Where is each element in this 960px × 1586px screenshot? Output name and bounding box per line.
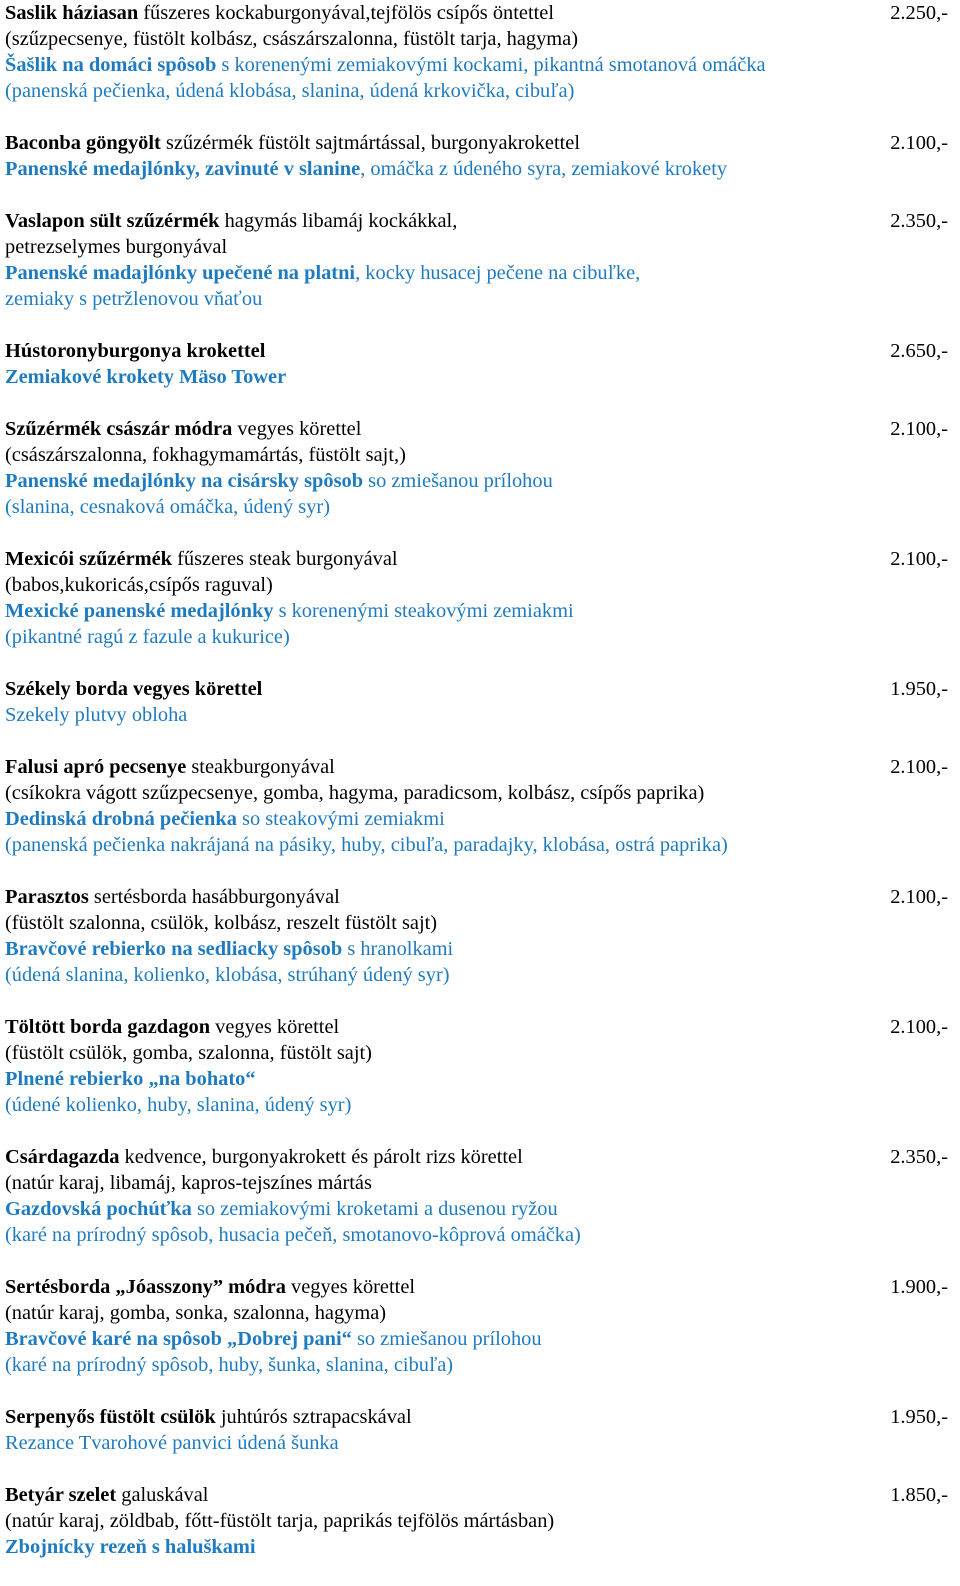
dish-price: 1.900,- xyxy=(890,1276,948,1298)
dish-description: s korenenými zemiakovými kockami, pikantná smotanová omáčka xyxy=(216,54,766,76)
dish-description: (füstölt szalonna, csülök, kolbász, reszelt füstölt sajt) xyxy=(5,912,438,934)
dish-line-slovak xyxy=(5,1066,948,1092)
dish-line-hungarian xyxy=(5,1274,948,1300)
dish-name: Bravčové rebierko na sedliacky spôsob xyxy=(5,938,343,960)
dish-description: s korenenými steakovými zemiakmi xyxy=(273,600,574,622)
dish-line-slovak xyxy=(5,52,948,78)
dish-description: s hranolkami xyxy=(342,938,454,960)
dish-line-hungarian xyxy=(5,1482,948,1508)
dish-line-slovak xyxy=(5,936,948,962)
dish-line-hungarian xyxy=(5,1508,948,1534)
dish-line-hungarian xyxy=(5,338,948,364)
dish-description: hagymás libamáj kockákkal, xyxy=(219,210,458,232)
dish-description: (údená slanina, kolienko, klobása, strúhaný údený syr) xyxy=(5,964,450,986)
dish-name: Parasztos xyxy=(5,886,89,908)
dish-description: (údené kolienko, huby, slanina, údený syr) xyxy=(5,1094,352,1116)
dish-description: steakburgonyával xyxy=(186,756,335,778)
dish-name: Panenské medajlónky, zavinuté v slanine xyxy=(5,158,361,180)
dish-name: Šašlik na domáci spôsob xyxy=(5,54,217,76)
dish-line-slovak xyxy=(5,286,948,312)
dish-line-hungarian xyxy=(5,546,948,572)
dish-price: 1.950,- xyxy=(890,678,948,700)
dish-line-hungarian xyxy=(5,780,948,806)
dish-name: Betyár szelet xyxy=(5,1484,117,1506)
dish-line-hungarian xyxy=(5,26,948,52)
dish-price: 1.950,- xyxy=(890,1406,948,1428)
dish-line-slovak xyxy=(5,624,948,650)
dish-name: Mexické panenské medajlónky xyxy=(5,600,274,622)
dish-line-hungarian xyxy=(5,1170,948,1196)
menu-item xyxy=(5,1274,948,1378)
dish-name: Sertésborda „Jóasszony” módra xyxy=(5,1276,286,1298)
dish-description: , omáčka z údeného syra, zemiakové krokety xyxy=(360,158,728,180)
menu-item xyxy=(5,338,948,390)
dish-description: sertésborda hasábburgonyával xyxy=(88,886,340,908)
dish-description: vegyes körettel xyxy=(285,1276,416,1298)
dish-line-slovak xyxy=(5,1092,948,1118)
dish-line-slovak xyxy=(5,832,948,858)
dish-price: 2.100,- xyxy=(890,548,948,570)
dish-description: szűzérmék füstölt sajtmártással, burgonyakrokettel xyxy=(160,132,581,154)
dish-line-slovak xyxy=(5,1534,948,1560)
dish-name: Csárdagazda xyxy=(5,1146,120,1168)
dish-line-hungarian xyxy=(5,910,948,936)
dish-price: 2.100,- xyxy=(890,1016,948,1038)
dish-line-slovak xyxy=(5,1222,948,1248)
dish-line-hungarian xyxy=(5,676,948,702)
dish-description: vegyes körettel xyxy=(232,418,362,440)
dish-description: so zmiešanou prílohou xyxy=(351,1328,542,1350)
dish-line-hungarian xyxy=(5,754,948,780)
menu-item xyxy=(5,0,948,104)
dish-line-hungarian xyxy=(5,130,948,156)
menu-item xyxy=(5,1144,948,1248)
dish-description: (panenská pečienka nakrájaná na pásiky, huby, cibuľa, paradajky, klobása, ostrá paprika) xyxy=(5,834,728,856)
menu-item xyxy=(5,1014,948,1118)
dish-description: so zmiešanou prílohou xyxy=(363,470,553,492)
dish-line-slovak xyxy=(5,494,948,520)
dish-name: Panenské madajlónky upečené na platni xyxy=(5,262,356,284)
dish-line-hungarian xyxy=(5,416,948,442)
menu-item xyxy=(5,754,948,858)
dish-name: Dedinská drobná pečienka xyxy=(5,808,237,830)
dish-line-hungarian xyxy=(5,442,948,468)
dish-price: 2.350,- xyxy=(890,210,948,232)
dish-line-hungarian xyxy=(5,1300,948,1326)
dish-description: (karé na prírodný spôsob, huby, šunka, slanina, cibuľa) xyxy=(5,1354,454,1376)
dish-name: Baconba göngyölt xyxy=(5,132,161,154)
menu-item xyxy=(5,416,948,520)
dish-line-hungarian xyxy=(5,572,948,598)
dish-description: galuskával xyxy=(116,1484,209,1506)
dish-description: (pikantné ragú z fazule a kukurice) xyxy=(5,626,290,648)
dish-name: Szűzérmék császár módra xyxy=(5,418,233,440)
dish-description: zemiaky s petržlenovou vňaťou xyxy=(5,288,263,310)
dish-description: (füstölt csülök, gomba, szalonna, füstölt sajt) xyxy=(5,1042,372,1064)
dish-line-hungarian xyxy=(5,0,948,26)
dish-description: vegyes körettel xyxy=(210,1016,340,1038)
dish-name: Vaslapon sült szűzérmék xyxy=(5,210,220,232)
dish-line-hungarian xyxy=(5,234,948,260)
dish-line-slovak xyxy=(5,1196,948,1222)
dish-description: fűszeres kockaburgonyával,tejfölös csípős öntettel xyxy=(138,2,554,24)
dish-description: (csíkokra vágott szűzpecsenye, gomba, hagyma, paradicsom, kolbász, csípős paprika) xyxy=(5,782,705,804)
dish-price: 2.350,- xyxy=(890,1146,948,1168)
dish-line-slovak xyxy=(5,156,948,182)
menu-item xyxy=(5,546,948,650)
dish-description: so steakovými zemiakmi xyxy=(236,808,445,830)
dish-line-hungarian xyxy=(5,1144,948,1170)
dish-name: Mexicói szűzérmék xyxy=(5,548,173,570)
dish-name: Zbojnícky rezeň s haluškami xyxy=(5,1536,256,1558)
dish-name: Gazdovská pochúťka xyxy=(5,1198,192,1220)
dish-name: Falusi apró pecsenye xyxy=(5,756,187,778)
dish-description: (natúr karaj, zöldbab, főtt-füstölt tarja, paprikás tejfölös mártásban) xyxy=(5,1510,555,1532)
dish-price: 1.850,- xyxy=(890,1484,948,1506)
dish-description: (natúr karaj, gomba, sonka, szalonna, hagyma) xyxy=(5,1302,387,1324)
dish-name: Töltött borda gazdagon xyxy=(5,1016,211,1038)
dish-line-slovak xyxy=(5,1430,948,1456)
dish-price: 2.100,- xyxy=(890,132,948,154)
dish-description: (natúr karaj, libamáj, kapros-tejszínes mártás xyxy=(5,1172,372,1194)
dish-price: 2.100,- xyxy=(890,418,948,440)
dish-name: Bravčové karé na spôsob „Dobrej pani“ xyxy=(5,1328,352,1350)
dish-description: (szűzpecsenye, füstölt kolbász, császárszalonna, füstölt tarja, hagyma) xyxy=(5,28,578,50)
dish-line-slovak xyxy=(5,468,948,494)
dish-description: kedvence, burgonyakrokett és párolt rizs körettel xyxy=(119,1146,523,1168)
menu-item xyxy=(5,884,948,988)
dish-line-hungarian xyxy=(5,884,948,910)
dish-line-slovak xyxy=(5,806,948,832)
dish-line-slovak xyxy=(5,962,948,988)
dish-name: Saslik háziasan xyxy=(5,2,139,24)
dish-price: 2.100,- xyxy=(890,756,948,778)
dish-description: fűszeres steak burgonyával xyxy=(172,548,398,570)
dish-price: 2.250,- xyxy=(890,2,948,24)
dish-line-slovak xyxy=(5,1352,948,1378)
dish-description: (slanina, cesnaková omáčka, údený syr) xyxy=(5,496,330,518)
dish-line-slovak xyxy=(5,78,948,104)
dish-price: 2.100,- xyxy=(890,886,948,908)
dish-description: so zemiakovými kroketami a dusenou ryžou xyxy=(191,1198,558,1220)
dish-line-slovak xyxy=(5,364,948,390)
dish-description: petrezselymes burgonyával xyxy=(5,236,228,258)
dish-description: (karé na prírodný spôsob, husacia pečeň, smotanovo-kôprová omáčka) xyxy=(5,1224,581,1246)
dish-line-hungarian xyxy=(5,208,948,234)
dish-line-hungarian xyxy=(5,1040,948,1066)
dish-description: Szekely plutvy obloha xyxy=(5,704,188,726)
dish-description: (babos,kukoricás,csípős raguval) xyxy=(5,574,273,596)
dish-description: (panenská pečienka, údená klobása, slanina, údená krkovička, cibuľa) xyxy=(5,80,575,102)
dish-description: Rezance Tvarohové panvici údená šunka xyxy=(5,1432,339,1454)
dish-name: Panenské medajlónky na cisársky spôsob xyxy=(5,470,364,492)
dish-description: , kocky husacej pečene na cibuľke, xyxy=(355,262,641,284)
dish-description: juhtúrós sztrapacskával xyxy=(215,1406,412,1428)
dish-line-slovak xyxy=(5,260,948,286)
dish-description: (császárszalonna, fokhagymamártás, füstölt sajt,) xyxy=(5,444,406,466)
dish-line-slovak xyxy=(5,1326,948,1352)
menu-item xyxy=(5,130,948,182)
dish-line-hungarian xyxy=(5,1404,948,1430)
menu-item xyxy=(5,1482,948,1560)
dish-name: Zemiakové krokety Mäso Tower xyxy=(5,366,287,388)
dish-name: Plnené rebierko „na bohato“ xyxy=(5,1068,256,1090)
menu-item xyxy=(5,208,948,312)
dish-line-hungarian xyxy=(5,1014,948,1040)
menu-item xyxy=(5,1404,948,1456)
menu-item xyxy=(5,676,948,728)
dish-name: Székely borda vegyes körettel xyxy=(5,678,263,700)
dish-name: Serpenyős füstölt csülök xyxy=(5,1406,216,1428)
dish-price: 2.650,- xyxy=(890,340,948,362)
dish-line-slovak xyxy=(5,702,948,728)
dish-line-slovak xyxy=(5,598,948,624)
dish-name: Hústoronyburgonya krokettel xyxy=(5,340,266,362)
